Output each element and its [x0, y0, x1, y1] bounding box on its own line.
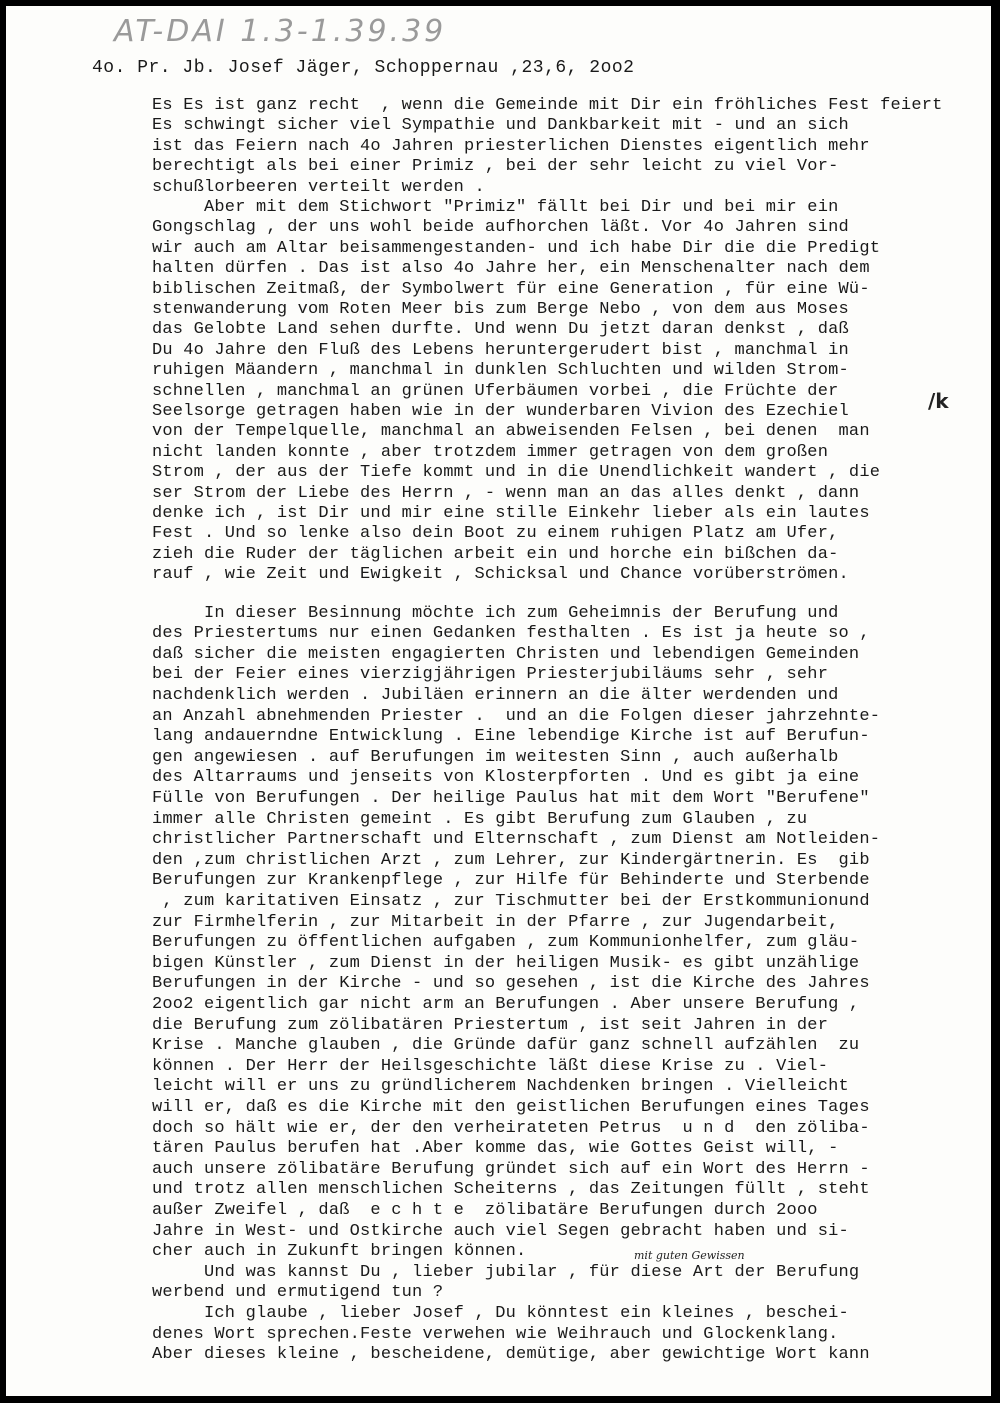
- text-line: Aber dieses kleine , bescheidene, demütige, aber gewichtige Wort kann: [152, 1345, 870, 1365]
- text-line: gen angewiesen . auf Berufungen im weitesten Sinn , auch außerhalb: [152, 747, 839, 767]
- text-line: des Altarraums und jenseits von Klosterpforten . Und es gibt ja eine: [152, 768, 860, 788]
- text-line: zieh die Ruder der täglichen arbeit ein und horche ein bißchen da-: [152, 544, 839, 564]
- text-line: Seelsorge getragen haben wie in der wunderbaren Vivion des Ezechiel: [152, 402, 849, 421]
- text-line: doch so hält wie er, der den verheirateten Petrus u n d den zöliba-: [152, 1118, 870, 1138]
- text-line: Jahre in West- und Ostkirche auch viel Segen gebracht haben und si-: [152, 1221, 849, 1241]
- text-line: das Gelobte Land sehen durfte. Und wenn Du jetzt daran denkst , daß: [152, 320, 849, 340]
- text-line: Berufungen zu öffentlichen aufgaben , zum Kommunionhelfer, zum gläu-: [152, 933, 860, 953]
- text-line: schußlorbeeren verteilt werden .: [152, 177, 485, 197]
- text-line: können . Der Herr der Heilsgeschichte läßt diese Krise zu . Viel-: [152, 1056, 829, 1076]
- text-line: tären Paulus berufen hat .Aber komme das, wie Gottes Geist will, -: [152, 1139, 839, 1159]
- text-line: christlicher Partnerschaft und Elternschaft , zum Dienst am Notleiden-: [152, 830, 881, 850]
- text-line: bigen Künstler , zum Dienst in der heiligen Musik- es gibt unzählige: [152, 953, 860, 973]
- text-line: leicht will er uns zu gründlicherem Nachdenken bringen . Vielleicht: [152, 1077, 849, 1097]
- text-line: 2oo2 eigentlich gar nicht arm an Berufungen . Aber unsere Berufung ,: [152, 995, 860, 1014]
- handwritten-insertion-note: mit guten Gewissen: [634, 1249, 745, 1262]
- text-line: daß sicher die meisten engagierten Christen und lebendigen Gemeinden: [152, 644, 860, 664]
- text-line: Fest . Und so lenke also dein Boot zu einem ruhigen Platz am Ufer,: [152, 524, 839, 544]
- text-line: In dieser Besinnung möchte ich zum Geheimnis der Berufung und: [152, 603, 839, 623]
- text-line: ruhigen Mäandern , manchmal in dunklen Schluchten und wilden Strom-: [152, 361, 849, 381]
- text-line: will er, daß es die Kirche mit den geistlichen Berufungen eines Tages: [152, 1098, 870, 1117]
- text-line: die Berufung zum zölibatären Priestertum , ist seit Jahren in der: [152, 1015, 829, 1035]
- text-line: Und was kannst Du , lieber jubilar , für diese Art der Berufung: [152, 1262, 860, 1282]
- text-line: den ,zum christlichen Arzt , zum Lehrer, zur Kindergärtnerin. Es gib: [152, 850, 870, 870]
- paper-sheet: [6, 6, 991, 1396]
- text-line: Fülle von Berufungen . Der heilige Paulus hat mit dem Wort "Berufene": [152, 789, 870, 808]
- text-line: denes Wort sprechen.Feste verwehen wie Weihrauch und Glockenklang.: [152, 1324, 839, 1344]
- text-line: auch unsere zölibatäre Berufung gründet sich auf ein Wort des Herrn -: [152, 1159, 870, 1179]
- text-line: berechtigt als bei einer Primiz , bei der sehr leicht zu viel Vor-: [152, 157, 839, 177]
- text-line: nicht landen konnte , aber trotzdem immer getragen von dem großen: [152, 442, 829, 462]
- text-line: immer alle Christen gemeint . Es gibt Berufung zum Glauben , zu: [152, 809, 808, 829]
- text-line: Berufungen in der Kirche - und so gesehen , ist die Kirche des Jahres: [152, 974, 870, 994]
- handwritten-correction: /k: [928, 389, 949, 413]
- text-line: , zum karitativen Einsatz , zur Tischmutter bei der Erstkommunionund: [152, 892, 870, 911]
- text-line: Es Es ist ganz recht , wenn die Gemeinde mit Dir ein fröhliches Fest feiert: [152, 96, 943, 115]
- text-line: Du 4o Jahre den Fluß des Lebens heruntergerudert bist , manchmal in: [152, 340, 849, 360]
- text-line: ser Strom der Liebe des Herrn , - wenn man an das alles denkt , dann: [152, 483, 860, 503]
- text-line: zur Firmhelferin , zur Mitarbeit in der Pfarre , zur Jugendarbeit,: [152, 912, 839, 932]
- text-line: cher auch in Zukunft bringen können.: [152, 1242, 527, 1262]
- text-line: halten dürfen . Das ist also 4o Jahre her, ein Menschenalter nach dem: [152, 259, 870, 279]
- text-line: Gongschlag , der uns wohl beide aufhorchen läßt. Vor 4o Jahren sind: [152, 218, 849, 238]
- text-line: wir auch am Altar beisammengestanden- und ich habe Dir die die Predigt: [152, 238, 881, 258]
- letter-heading: 4o. Pr. Jb. Josef Jäger, Schoppernau ,23,6, 2oo2: [92, 58, 635, 78]
- text-line: biblischen Zeitmaß, der Symbolwert für eine Generation , für eine Wü-: [152, 279, 870, 299]
- text-line: Berufungen zur Krankenpflege , zur Hilfe für Behinderte und Sterbende: [152, 871, 870, 891]
- text-line: stenwanderung vom Roten Meer bis zum Berge Nebo , von dem aus Moses: [152, 300, 849, 319]
- text-line: des Priestertums nur einen Gedanken festhalten . Es ist ja heute so ,: [152, 624, 870, 644]
- text-line: bei der Feier eines vierzigjährigen Priesterjubiläums sehr , sehr: [152, 665, 829, 685]
- text-line: außer Zweifel , daß e c h t e zölibatäre Berufungen durch 2ooo: [152, 1201, 818, 1220]
- text-line: Strom , der aus der Tiefe kommt und in die Unendlichkeit wandert , die: [152, 463, 881, 483]
- text-line: nachdenklich werden . Jubiläen erinnern an die älter werdenden und: [152, 686, 839, 705]
- text-line: Aber mit dem Stichwort "Primiz" fällt bei Dir und bei mir ein: [152, 198, 839, 217]
- archive-code: AT-DAI 1.3-1.39.39: [114, 14, 447, 49]
- text-line: rauf , wie Zeit und Ewigkeit , Schicksal und Chance vorüberströmen.: [152, 565, 849, 585]
- text-line: an Anzahl abnehmenden Priester . und an die Folgen dieser jahrzehnte-: [152, 706, 881, 726]
- text-line: Ich glaube , lieber Josef , Du könntest ein kleines , beschei-: [152, 1304, 849, 1323]
- text-line: von der Tempelquelle, manchmal an abweisenden Felsen , bei denen man: [152, 422, 870, 442]
- text-line: Es schwingt sicher viel Sympathie und Dankbarkeit mit - und an sich: [152, 116, 849, 136]
- text-line: werbend und ermutigend tun ?: [152, 1283, 444, 1303]
- text-line: denke ich , ist Dir und mir eine stille Einkehr lieber als ein lautes: [152, 504, 870, 523]
- text-line: lang andauerndne Entwicklung . Eine lebendige Kirche ist auf Berufun-: [152, 727, 870, 747]
- text-line: schnellen , manchmal an grünen Uferbäumen vorbei , die Früchte der: [152, 381, 839, 401]
- text-line: ist das Feiern nach 4o Jahren priesterlichen Dienstes eigentlich mehr: [152, 136, 870, 156]
- text-line: und trotz allen menschlichen Scheiterns , das Zeitungen füllt , steht: [152, 1180, 870, 1200]
- text-line: Krise . Manche glauben , die Gründe dafür ganz schnell aufzählen zu: [152, 1036, 860, 1056]
